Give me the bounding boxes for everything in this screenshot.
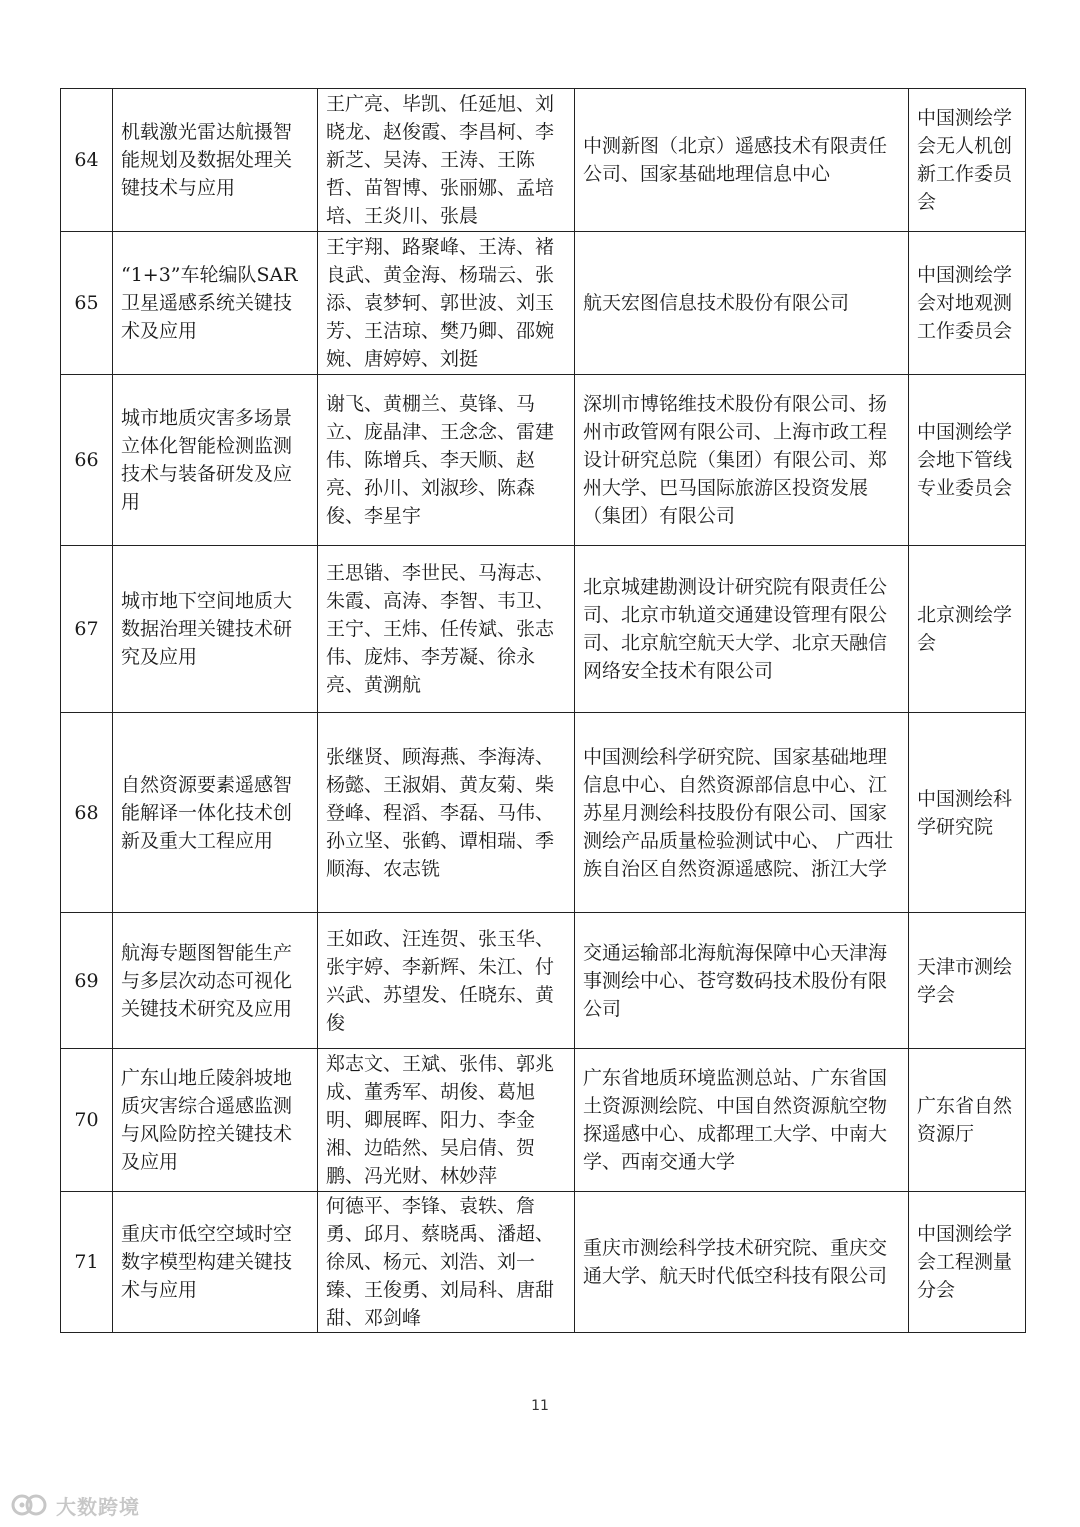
project-name-cell xyxy=(113,1049,318,1192)
people-cell: 谢飞、黄棚兰、莫锋、马立、庞晶津、王念念、雷建伟、陈增兵、李天顺、赵亮、孙川、刘淑珍、陈森俊、李星宇 xyxy=(318,375,575,546)
people-cell: 王如政、汪连贺、张玉华、张宇婷、李新辉、朱江、付兴武、苏望发、任晓东、黄俊 xyxy=(318,913,575,1049)
organizations-cell: 交通运输部北海航海保障中心天津海事测绘中心、苍穹数码技术股份有限公司 xyxy=(575,913,909,1049)
nominator-cell: 天津市测绘学会 xyxy=(909,913,1026,1049)
watermark-logo-icon xyxy=(10,1493,50,1517)
project-name-cell xyxy=(113,1192,318,1333)
project-name: 自然资源要素遥感智能解译一体化技术创新及重大工程应用 xyxy=(121,773,293,852)
table-row xyxy=(61,375,1026,546)
table-row xyxy=(61,1049,1026,1192)
table-row xyxy=(61,232,1026,375)
row-number: 67 xyxy=(61,546,113,713)
watermark-text: 大数跨境 xyxy=(56,1494,140,1519)
award-table xyxy=(60,88,1026,1333)
table-row xyxy=(61,713,1026,913)
row-number: 64 xyxy=(61,89,113,232)
organizations-cell: 中测新图（北京）遥感技术有限责任公司、国家基础地理信息中心 xyxy=(575,89,909,232)
table-row xyxy=(61,1192,1026,1333)
organizations-cell: 深圳市博铭维技术股份有限公司、扬州市政管网有限公司、上海市政工程设计研究总院（集团）有限公司、郑州大学、巴马国际旅游区投资发展（集团）有限公司 xyxy=(575,375,909,546)
nominator-cell: 北京测绘学会 xyxy=(909,546,1026,713)
row-number: 68 xyxy=(61,713,113,913)
nominator-cell: 中国测绘学会对地观测工作委员会 xyxy=(909,232,1026,375)
people-cell: 何德平、李锋、袁轶、詹勇、邱月、蔡晓禹、潘超、徐凤、杨元、刘浩、刘一臻、王俊勇、刘局科、唐甜甜、邓剑峰 xyxy=(318,1192,575,1333)
row-number: 71 xyxy=(61,1192,113,1333)
row-number: 66 xyxy=(61,375,113,546)
people-cell: 王广亮、毕凯、任延旭、刘晓龙、赵俊霞、李昌柯、李新芝、吴涛、王涛、王陈哲、苗智博、张丽娜、孟培培、王炎川、张晨 xyxy=(318,89,575,232)
project-name: 城市地下空间地质大数据治理关键技术研究及应用 xyxy=(121,590,293,668)
project-name: 广东山地丘陵斜坡地质灾害综合遥感监测与风险防控关键技术及应用 xyxy=(121,1067,293,1173)
project-name: 机载激光雷达航摄智能规划及数据处理关键技术与应用 xyxy=(121,121,293,199)
project-name-cell xyxy=(113,546,318,713)
nominator-cell: 中国测绘学会地下管线专业委员会 xyxy=(909,375,1026,546)
organizations-cell: 重庆市测绘科学技术研究院、重庆交通大学、航天时代低空科技有限公司 xyxy=(575,1192,909,1333)
nominator-cell: 中国测绘学会无人机创新工作委员会 xyxy=(909,89,1026,232)
row-number: 69 xyxy=(61,913,113,1049)
nominator-cell: 中国测绘学会工程测量分会 xyxy=(909,1192,1026,1333)
project-name-cell xyxy=(113,89,318,232)
nominator-cell: 中国测绘科学研究院 xyxy=(909,713,1026,913)
project-name-cell xyxy=(113,913,318,1049)
people-cell: 郑志文、王斌、张伟、郭兆成、董秀军、胡俊、葛旭明、卿展晖、阳力、李金湘、边皓然、吴启倩、贺鹏、冯光财、林妙萍 xyxy=(318,1049,575,1192)
project-name-cell xyxy=(113,232,318,375)
people-cell: 王思锴、李世民、马海志、朱霞、高涛、李智、韦卫、王宁、王炜、任传斌、张志伟、庞炜、李芳凝、徐永亮、黄溯航 xyxy=(318,546,575,713)
table-row xyxy=(61,89,1026,232)
row-number: 70 xyxy=(61,1049,113,1192)
project-name: 城市地质灾害多场景立体化智能检测监测技术与装备研发及应用 xyxy=(121,407,293,513)
people-cell: 张继贤、顾海燕、李海涛、杨懿、王淑娟、黄友菊、柴登峰、程滔、李磊、马伟、孙立坚、张鹤、谭相瑞、季顺海、农志铣 xyxy=(318,713,575,913)
project-name: “1+3”车轮编队SAR 卫星遥感系统关键技术及应用 xyxy=(121,264,298,342)
people-cell: 王宇翔、路聚峰、王涛、褚良武、黄金海、杨瑞云、张添、袁梦轲、郭世波、刘玉芳、王洁琼、樊乃卿、邵婉婉、唐婷婷、刘挺 xyxy=(318,232,575,375)
project-name: 重庆市低空空域时空数字模型构建关键技术与应用 xyxy=(121,1223,293,1301)
organizations-cell: 中国测绘科学研究院、国家基础地理信息中心、自然资源部信息中心、江苏星月测绘科技股份有限公司、国家测绘产品质量检验测试中心、 广西壮族自治区自然资源遥感院、浙江大学 xyxy=(575,713,909,913)
project-name-cell xyxy=(113,713,318,913)
organizations-cell: 广东省地质环境监测总站、广东省国土资源测绘院、中国自然资源航空物探遥感中心、成都理工大学、中南大学、西南交通大学 xyxy=(575,1049,909,1192)
project-name: 航海专题图智能生产与多层次动态可视化关键技术研究及应用 xyxy=(121,941,293,1020)
table-row xyxy=(61,546,1026,713)
organizations-cell: 航天宏图信息技术股份有限公司 xyxy=(575,232,909,375)
project-name-cell xyxy=(113,375,318,546)
row-number: 65 xyxy=(61,232,113,375)
nominator-cell: 广东省自然资源厅 xyxy=(909,1049,1026,1192)
table-row xyxy=(61,913,1026,1049)
page-number: 11 xyxy=(531,1398,549,1414)
watermark xyxy=(10,1492,140,1518)
organizations-cell: 北京城建勘测设计研究院有限责任公司、北京市轨道交通建设管理有限公司、北京航空航天大学、北京天融信网络安全技术有限公司 xyxy=(575,546,909,713)
